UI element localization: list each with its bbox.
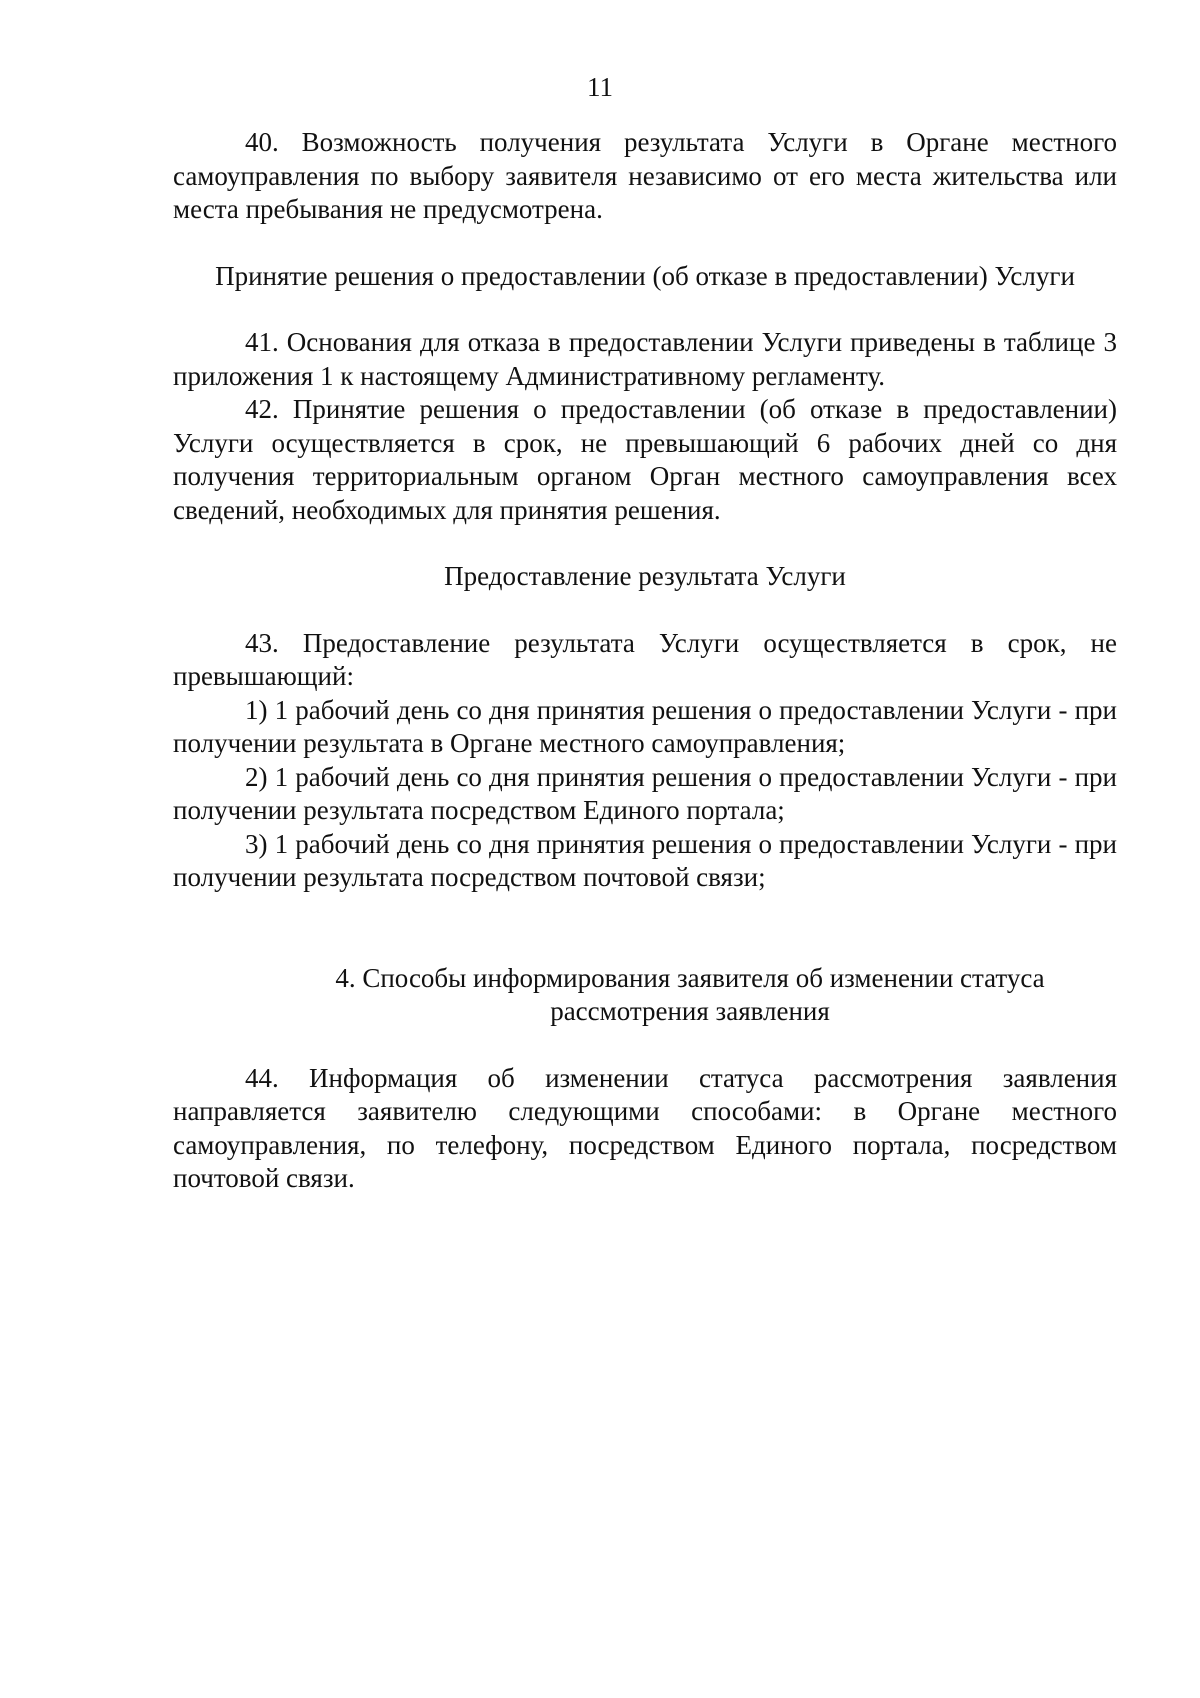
page-number: 11: [587, 72, 613, 102]
spacer: [173, 895, 1117, 962]
section-4-heading-line-1: 4. Способы информирования заявителя об изменении статуса: [335, 962, 1045, 993]
paragraph-44: 44. Информация об изменении статуса рассмотрения заявления направляется заявителю следующими способами: в Органе местного самоуправления, по телефону, посредством Единого портала, посредством почтовой связи.: [173, 1062, 1117, 1193]
paragraph-43-item-3: 3) 1 рабочий день со дня принятия решения о предоставлении Услуги - при получении результата посредством почтовой связи;: [173, 828, 1117, 892]
spacer: [173, 1029, 1117, 1062]
paragraph-43-item-2: 2) 1 рабочий день со дня принятия решения о предоставлении Услуги - при получении результата посредством Единого портала;: [173, 761, 1117, 825]
paragraph-42: 42. Принятие решения о предоставлении (об отказе в предоставлении) Услуги осуществляется в срок, не превышающий 6 рабочих дней со дня получения территориальным органом Орган местного самоуправления всех сведений, необходимых для принятия решения.: [173, 394, 1117, 525]
subheading-result: Предоставление результата Услуги: [444, 561, 846, 591]
spacer: [173, 293, 1117, 326]
spacer: [173, 527, 1117, 560]
spacer: [173, 594, 1117, 627]
section-4-heading-line-2: рассмотрения заявления: [550, 996, 830, 1026]
document-body: [173, 126, 1117, 1196]
paragraph-40: 40. Возможность получения результата Услуги в Органе местного самоуправления по выбору заявителя независимо от его места жительства или места пребывания не предусмотрена.: [173, 127, 1117, 224]
paragraph-41: 41. Основания для отказа в предоставлении Услуги приведены в таблице 3 приложения 1 к настоящему Административному регламенту.: [173, 327, 1117, 391]
spacer: [173, 227, 1117, 260]
subheading-decision: Принятие решения о предоставлении (об отказе в предоставлении) Услуги: [215, 260, 1075, 291]
paragraph-43: 43. Предоставление результата Услуги осуществляется в срок, не превышающий:: [173, 627, 1117, 691]
paragraph-43-item-1: 1) 1 рабочий день со дня принятия решения о предоставлении Услуги - при получении результата в Органе местного самоуправления;: [173, 694, 1117, 758]
